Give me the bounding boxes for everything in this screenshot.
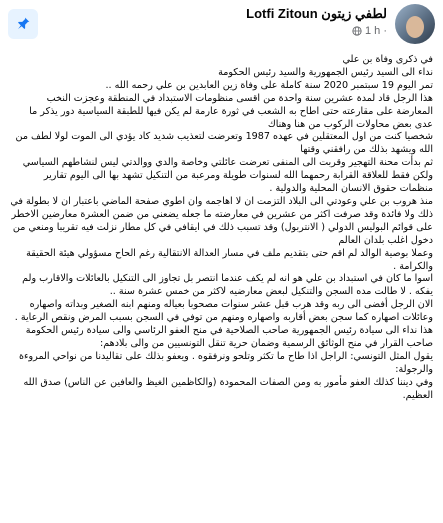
- post-paragraph: اسوا ما كان في استبداد بن علي هو انه لم يكف عندما انتصر بل تجاوز الى التنكيل بالعائلات والاقارب ولم يفكه . لا طالت مده السجن والتنكيل لبعض معارضيه لاكثر من خمس عشرة سنة ..: [22, 273, 433, 298]
- author-info: [246, 6, 387, 37]
- post-paragraph: وعملا بوصية الوالد لم اقم حتى بتقديم ملف في مسار العدالة الانتقالية رغم الحاح مسؤولي هيئة الحقيقة والكرامة .: [26, 247, 433, 272]
- author-name[interactable]: Lotfi Zitoun لطفي زيتون: [246, 6, 387, 21]
- post-time[interactable]: 1 h ·: [364, 25, 387, 37]
- post-header: [0, 0, 443, 50]
- post-paragraph: تمر اليوم 19 سبتمبر 2020 سنة كاملة على وفاة زين العابدين بن علي رحمه الله ..: [105, 79, 433, 91]
- post-paragraph: في ذكرى وفاة بن علي: [342, 54, 433, 65]
- post-paragraph: يقول المثل التونسي: الراجل اذا طاح ما تكثر وتلحو ونرفقوه . ويعفو بذلك على تقاليدنا من نواحي المروءة والرجولة:: [18, 350, 433, 375]
- avatar[interactable]: [395, 4, 435, 44]
- post-paragraph: منذ هروب بن علي وعودتي الى البلاد التزمت ان لا اهاجمه وان اطوي صفحة الماضي باعتبار ان لا بطولة في ذلك ولا فائدة وقد صرفت اكثر من عشرين في معارضته ما جعله يضعني من ضمن العشرة معارضين الاخطر على قوائم البوليس الدولي ( الانتربول) وقد تسبب ذلك في ايقافي في كل مطار نزلت فيه تقريبا ومنعي من دخول اغلب بلدان العالم: [10, 195, 433, 246]
- post-paragraph: هذا نداء الى سيادة رئيس الجمهورية صاحب الصلاحية في منح العفو الرئاسي والى سيادة رئيس الحكومة صاحب القرار في منح الوثائق الرسمية وضمان حرية تنقل التونسيين من والى بلادهم:: [25, 325, 433, 349]
- pin-button[interactable]: [8, 9, 38, 39]
- post-paragraph: وفي ديننا كذلك العفو مأمور به ومن الصفات المحمودة (والكاظمين الغيظ والعافين عن الناس) صدق الله العظيم.: [23, 376, 433, 401]
- pin-icon: [15, 16, 31, 32]
- post-paragraph: نداء الى السيد رئيس الجمهورية والسيد رئيس الحكومة: [218, 66, 433, 78]
- post-paragraph: ثم بدأت محنة التهجير وقربت الى المنفى تعرضت عائلتي وخاصة والدي ووالدتي ليس لنشاطهم السياسي ولكن فقط للعلاقة القرابة رحمهما الله لسنوات طويلة ومرعبة من التنكيل تشهد بها الى اليوم تقارير منظمات حقوق الانسان المحلية والدولية .: [22, 157, 433, 195]
- post-paragraph: شخصيا كنت من اول المعتقلين في عهده 1987 وتعرضت لتعذيب شديد كاد يؤدي الى الموت لولا لطف من الله ويشهد بذلك من رافقني وقتها: [15, 131, 433, 156]
- post-body: [0, 50, 443, 402]
- globe-icon: [352, 26, 362, 36]
- post-paragraph: الان الرجل أفضى الى ربه وقد هرب قبل عشر سنوات مصحوبا بعياله ومنهم ابنه الصغير وبداته واصهاره وعائلات اصهاره كما سجن بعض أقاربه واصهاره ومنهم من توفي في السجن بسبب المرض ونقص الرعاية .: [14, 299, 433, 324]
- avatar-face: [406, 16, 424, 38]
- post-meta: [246, 25, 387, 37]
- post-paragraph: هذا الرجل قاد لمدة عشرين سنة واحدة من اقسى منظومات الاستبداد في المنطقة وعجزت النخب المعارضة على مقارعته حتى اطاح به الشعب في ثورة عارمة لم يكن فيها للطبقة السياسية دور يذكر ما عدى بعض محاولات الركوب من هنا وهناك: [29, 92, 433, 130]
